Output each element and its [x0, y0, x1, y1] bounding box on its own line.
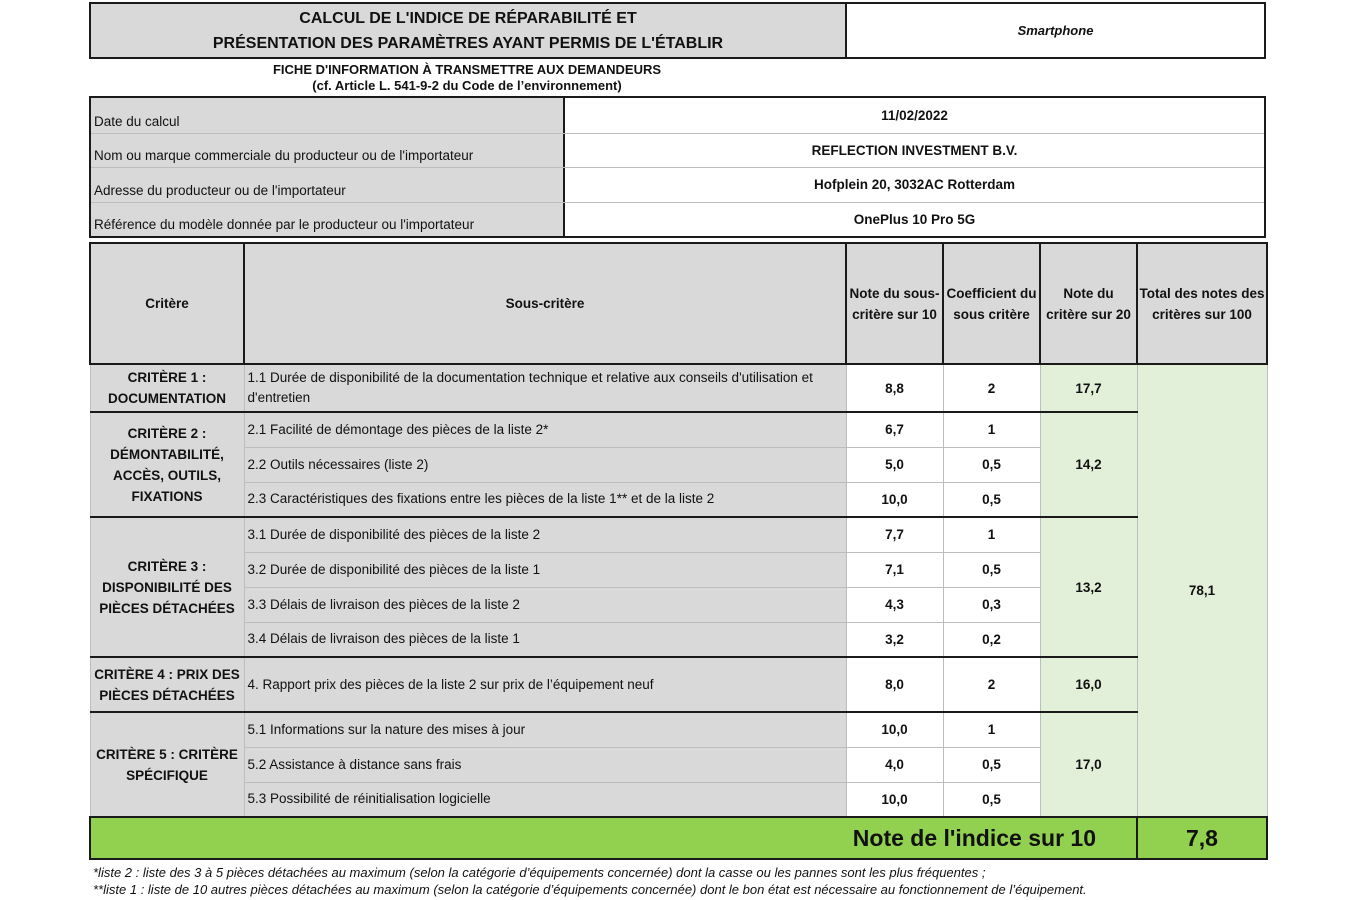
sub-criterion-label: 3.3 Délais de livraison des pièces de la liste 2: [244, 587, 846, 622]
criterion-note-20: 16,0: [1040, 657, 1137, 712]
sub-criterion-coefficient: 0,5: [943, 447, 1040, 482]
info-row-model: [91, 202, 1264, 237]
sub-criterion-label: 4. Rapport prix des pièces de la liste 2 sur prix de l’équipement neuf: [244, 657, 846, 712]
title-line-1: CALCUL DE L'INDICE DE RÉPARABILITÉ ET: [299, 9, 637, 27]
table-row: [90, 712, 1267, 747]
sub-criterion-label: 2.3 Caractéristiques des fixations entre les pièces de la liste 1** et de la liste 2: [244, 482, 846, 517]
table-header-row: [90, 243, 1267, 364]
table-row: [90, 517, 1267, 552]
sub-criterion-note: 6,7: [846, 412, 943, 447]
sub-criterion-label: 5.1 Informations sur la nature des mises à jour: [244, 712, 846, 747]
sub-criterion-label: 3.2 Durée de disponibilité des pièces de la liste 1: [244, 552, 846, 587]
sub-criterion-coefficient: 1: [943, 517, 1040, 552]
sub-criterion-note: 10,0: [846, 482, 943, 517]
table-row: [90, 412, 1267, 447]
sub-criterion-coefficient: 2: [943, 657, 1040, 712]
info-label: Référence du modèle donnée par le producteur ou l'importateur: [91, 203, 565, 237]
sub-criterion-note: 3,2: [846, 622, 943, 657]
info-row-producer: [91, 133, 1264, 168]
sub-criterion-note: 10,0: [846, 712, 943, 747]
sub-criterion-label: 3.1 Durée de disponibilité des pièces de la liste 2: [244, 517, 846, 552]
sub-criterion-note: 5,0: [846, 447, 943, 482]
sub-criterion-coefficient: 0,5: [943, 747, 1040, 782]
sub-criterion-coefficient: 1: [943, 412, 1040, 447]
criterion-note-20: 17,7: [1040, 364, 1137, 412]
criterion-name: CRITÈRE 1 : DOCUMENTATION: [90, 364, 244, 412]
footnotes: [93, 864, 1263, 898]
sub-criterion-coefficient: 0,5: [943, 482, 1040, 517]
info-label: Adresse du producteur ou de l'importateur: [91, 168, 565, 202]
sub-criterion-note: 10,0: [846, 782, 943, 817]
sub-criterion-coefficient: 2: [943, 364, 1040, 412]
repairability-table: [89, 242, 1268, 860]
sub-criterion-note: 4,3: [846, 587, 943, 622]
criterion-note-20: 17,0: [1040, 712, 1137, 817]
final-score-value: 7,8: [1137, 817, 1267, 859]
sub-criterion-coefficient: 0,2: [943, 622, 1040, 657]
info-label: Date du calcul: [91, 98, 565, 133]
subtitle-line-1: FICHE D'INFORMATION À TRANSMETTRE AUX DEMANDEURS: [272, 62, 662, 77]
sub-criterion-note: 8,8: [846, 364, 943, 412]
criterion-name: CRITÈRE 3 : DISPONIBILITÉ DES PIÈCES DÉTACHÉES: [90, 517, 244, 657]
info-row-date: [91, 98, 1264, 133]
sub-criterion-label: 1.1 Durée de disponibilité de la documentation technique et relative aux conseils d'utilisation et d'entretien: [244, 364, 846, 412]
total-score-100: 78,1: [1137, 364, 1267, 817]
header-coefficient: Coefficient du sous critère: [943, 243, 1040, 364]
sub-criterion-coefficient: 0,3: [943, 587, 1040, 622]
sub-criterion-label: 3.4 Délais de livraison des pièces de la liste 1: [244, 622, 846, 657]
final-score-label: Note de l'indice sur 10: [90, 817, 1137, 859]
document-header: [89, 2, 1266, 59]
title-line-2: PRÉSENTATION DES PARAMÈTRES AYANT PERMIS DE L'ÉTABLIR: [212, 34, 724, 52]
criterion-name: CRITÈRE 5 : CRITÈRE SPÉCIFIQUE: [90, 712, 244, 817]
sub-criterion-note: 8,0: [846, 657, 943, 712]
info-label: Nom ou marque commerciale du producteur ou de l'importateur: [91, 134, 565, 168]
product-category: Smartphone: [1017, 23, 1094, 38]
table-row: [90, 364, 1267, 412]
document-subtitle: [89, 62, 845, 94]
info-table: [89, 96, 1266, 238]
header-sous-critere: Sous-critère: [244, 243, 846, 364]
header-critere: Critère: [90, 243, 244, 364]
sub-criterion-coefficient: 0,5: [943, 782, 1040, 817]
info-value: REFLECTION INVESTMENT B.V.: [811, 142, 1018, 158]
info-value: Hofplein 20, 3032AC Rotterdam: [813, 177, 1016, 193]
info-value: OnePlus 10 Pro 5G: [853, 211, 976, 227]
sub-criterion-coefficient: 1: [943, 712, 1040, 747]
sub-criterion-coefficient: 0,5: [943, 552, 1040, 587]
header-note-sous-critere: Note du sous-critère sur 10: [846, 243, 943, 364]
footnote-liste-1: **liste 1 : liste de 10 autres pièces détachées au maximum (selon la catégorie d’équipements concernée) dont le bon état est nécessaire au fonctionnement de l’équipement.: [93, 882, 1087, 897]
info-row-address: [91, 167, 1264, 202]
header-note-critere: Note du critère sur 20: [1040, 243, 1137, 364]
sub-criterion-note: 7,7: [846, 517, 943, 552]
info-value: 11/02/2022: [881, 107, 948, 123]
sub-criterion-note: 4,0: [846, 747, 943, 782]
criterion-name: CRITÈRE 4 : PRIX DES PIÈCES DÉTACHÉES: [90, 657, 244, 712]
table-row: [90, 657, 1267, 712]
criterion-note-20: 13,2: [1040, 517, 1137, 657]
footnote-liste-2: *liste 2 : liste des 3 à 5 pièces détachées au maximum (selon la catégorie d’équipements concernée) dont la casse ou les pannes sont les plus fréquentes ;: [93, 865, 986, 880]
sub-criterion-note: 7,1: [846, 552, 943, 587]
final-score-row: [90, 817, 1267, 859]
sub-criterion-label: 5.3 Possibilité de réinitialisation logicielle: [244, 782, 846, 817]
criterion-name: CRITÈRE 2 : DÉMONTABILITÉ, ACCÈS, OUTILS, FIXATIONS: [90, 412, 244, 517]
header-total: Total des notes des critères sur 100: [1137, 243, 1267, 364]
document-title: [91, 4, 847, 57]
sub-criterion-label: 5.2 Assistance à distance sans frais: [244, 747, 846, 782]
criterion-note-20: 14,2: [1040, 412, 1137, 517]
sub-criterion-label: 2.2 Outils nécessaires (liste 2): [244, 447, 846, 482]
subtitle-line-2: (cf. Article L. 541-9-2 du Code de l’environnement): [312, 78, 622, 93]
sub-criterion-label: 2.1 Facilité de démontage des pièces de la liste 2*: [244, 412, 846, 447]
